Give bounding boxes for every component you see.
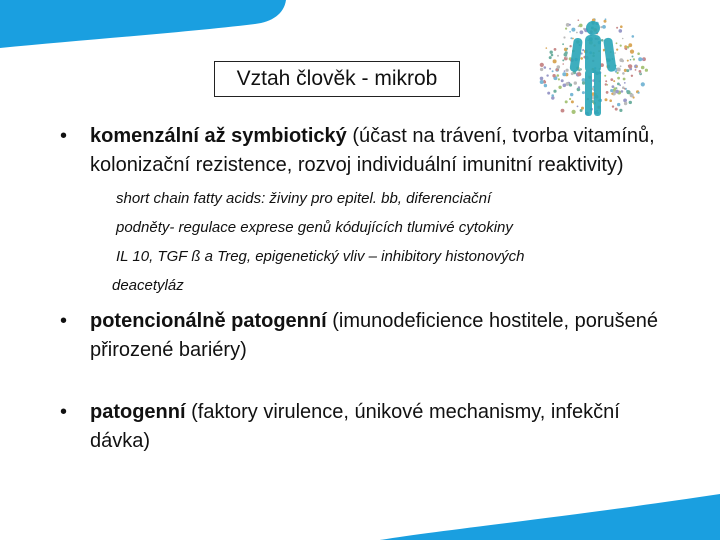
microbe-dot [632, 56, 634, 58]
bullet-symbol: • [60, 401, 68, 423]
microbe-dot [626, 69, 629, 72]
microbe-dot [557, 55, 559, 57]
microbe-dot [569, 83, 572, 86]
microbe-dot [605, 80, 607, 82]
microbe-dot [632, 35, 635, 38]
microbe-dot [540, 63, 544, 67]
bullet-text: (faktory virulence, únikové mechanismy, infekční dávka) [90, 401, 620, 452]
microbe-dot [546, 47, 548, 49]
microbe-dot [562, 72, 566, 76]
microbe-dot [616, 27, 618, 29]
microbe-dot [552, 74, 555, 77]
microbe-dot [544, 84, 547, 87]
microbe-dot [640, 73, 642, 75]
microbe-dot [578, 86, 580, 88]
microbe-dot [562, 63, 564, 65]
microbe-dot [570, 93, 573, 96]
microbe-dot [580, 57, 583, 60]
microbe-dot [578, 19, 580, 21]
microbe-dot [582, 91, 585, 94]
microbe-dot [579, 24, 583, 28]
microbe-dot [563, 36, 565, 38]
microbe-dot [622, 38, 624, 40]
microbe-dot [624, 82, 626, 84]
microbe-dot [614, 52, 616, 54]
microbe-dot [565, 100, 568, 103]
microbe-dot [569, 31, 571, 33]
microbe-dot [635, 69, 637, 71]
microbe-dot [637, 52, 640, 55]
microbe-dot [616, 49, 618, 51]
microbe-dot [620, 65, 622, 67]
microbe-dot [557, 74, 560, 77]
microbe-dot [570, 37, 572, 39]
microbe-dot [572, 110, 576, 114]
note-line: IL 10, TGF ß a Treg, epigenetický vliv – inhibitory histonových [116, 248, 525, 265]
microbe-dot [571, 28, 575, 32]
bullet-strong-text: komenzální až symbiotický [90, 125, 347, 147]
bullet-item [60, 307, 680, 365]
microbe-dot [633, 96, 635, 98]
bottom-right-swoosh-decoration [380, 480, 720, 540]
microbe-dot [566, 48, 568, 50]
microbe-dot [617, 103, 620, 106]
bullet-item [60, 122, 680, 180]
microbe-dot [576, 32, 578, 34]
microbe-dot [540, 77, 544, 81]
microbe-dot [612, 85, 615, 88]
microbe-dot [580, 30, 584, 34]
microbe-dot [582, 81, 585, 84]
microbe-dot [577, 106, 579, 108]
microbe-dot [569, 98, 571, 100]
microbe-dot [617, 68, 621, 72]
bullet-strong-text: patogenní [90, 401, 186, 423]
microbe-dot [619, 109, 622, 112]
microbe-dot [622, 72, 625, 75]
bullet-strong-text: potencionálně patogenní [90, 310, 327, 332]
microbe-dot [564, 53, 568, 57]
microbe-dot [619, 84, 621, 86]
microbe-dot [574, 81, 577, 84]
microbe-dot [562, 59, 564, 61]
microbe-dot [561, 79, 564, 82]
bullet-text: (imunodeficience hostitele, porušené přirozené bariéry) [90, 310, 658, 361]
microbe-dot [606, 91, 609, 94]
bullet-symbol: • [60, 310, 68, 332]
microbe-dot [610, 78, 613, 81]
microbe-dot [540, 80, 544, 84]
microbe-dot [612, 105, 614, 107]
microbe-dot [552, 70, 554, 72]
microbe-dot [620, 45, 622, 47]
microbe-dot [621, 90, 624, 93]
microbe-dot [540, 68, 543, 71]
microbe-dot [566, 69, 569, 72]
microbe-dot [604, 75, 606, 77]
microbe-dot [564, 70, 566, 72]
microbe-dot [629, 101, 632, 104]
top-left-swoosh-decoration [0, 0, 300, 50]
microbe-dot [624, 45, 627, 48]
microbe-dot [566, 56, 568, 58]
microbe-dot [638, 92, 640, 94]
microbe-dot [543, 80, 545, 82]
microbe-dot [563, 84, 567, 88]
microbe-dot [639, 70, 642, 73]
bullet-text: (účast na trávení, tvorba vitamínů, kolonizační rezistence, rozvoj individuální imunitní reaktivity) [90, 125, 655, 176]
microbe-dot [569, 45, 571, 47]
microbe-dot [617, 77, 620, 80]
bullet-symbol: • [60, 125, 68, 147]
microbe-dot [611, 93, 613, 95]
microbe-dot [605, 18, 607, 20]
bullet-item [60, 398, 680, 456]
microbe-dot [549, 68, 551, 70]
microbe-dot [630, 59, 632, 61]
microbe-dot [553, 59, 557, 63]
microbe-dot [569, 24, 571, 26]
microbe-dot [604, 20, 607, 23]
microbe-dot [619, 58, 623, 62]
microbe-dot [630, 50, 634, 54]
microbe-dot [578, 69, 580, 71]
microbe-dot [551, 94, 554, 97]
microbe-dot [605, 98, 608, 101]
microbe-dot [551, 96, 554, 99]
microbe-dot [554, 48, 557, 51]
microbe-dot [624, 88, 626, 90]
microbe-dot [571, 100, 574, 103]
microbe-dot [553, 90, 556, 93]
microbe-dot [546, 74, 548, 76]
microbe-dot [550, 51, 553, 54]
microbe-dot [549, 56, 552, 59]
microbe-dot [558, 78, 560, 80]
microbe-dot [558, 86, 561, 89]
microbe-dot [641, 66, 645, 70]
microbe-dot [623, 99, 627, 103]
microbe-dot [610, 89, 613, 92]
microbe-dot [619, 29, 623, 33]
microbe-dot [565, 28, 567, 30]
microbe-dot [571, 72, 574, 75]
note-line: short chain fatty acids: živiny pro epitel. bb, diferenciační [116, 190, 492, 207]
microbe-dot [623, 78, 626, 81]
microbe-dot [641, 82, 645, 86]
microbe-dot [631, 75, 633, 77]
microbe-dot [602, 25, 606, 29]
microbe-dot [620, 25, 623, 28]
microbe-dot [562, 43, 564, 45]
microbe-dot [605, 83, 607, 85]
microbe-dot [581, 107, 584, 110]
slide-content [60, 122, 680, 456]
microbe-dot [547, 92, 550, 95]
microbe-dot [601, 39, 604, 42]
microbe-dot [592, 87, 595, 90]
microbe-dot [616, 42, 618, 44]
microbe-dot [609, 99, 612, 102]
microbe-dot [645, 69, 648, 72]
microbe-dot [582, 49, 584, 51]
microbe-dot [613, 80, 615, 82]
slide-title: Vztah člověk - mikrob [214, 61, 460, 97]
note-line: deacetyláz [112, 277, 184, 294]
microbe-dot [628, 43, 632, 47]
microbe-dot [561, 109, 565, 113]
microbe-dot [551, 54, 554, 57]
note-line: podněty- regulace exprese genů kódujících tlumivé cytokiny [116, 219, 513, 236]
microbe-dot [627, 60, 629, 62]
human-microbiome-figure-icon [532, 14, 654, 124]
microbe-dot [633, 58, 635, 60]
microbe-dot [624, 102, 627, 105]
microbe-dot [636, 66, 638, 68]
microbe-dot [614, 87, 617, 90]
microbe-dot [615, 108, 618, 111]
microbe-dot [642, 58, 644, 60]
microbe-dot [638, 57, 642, 61]
microbe-dot [544, 66, 547, 69]
microbe-dot [577, 72, 581, 76]
microbe-dot [628, 64, 632, 68]
microbe-dot [557, 65, 561, 69]
microbe-dot [616, 72, 618, 74]
